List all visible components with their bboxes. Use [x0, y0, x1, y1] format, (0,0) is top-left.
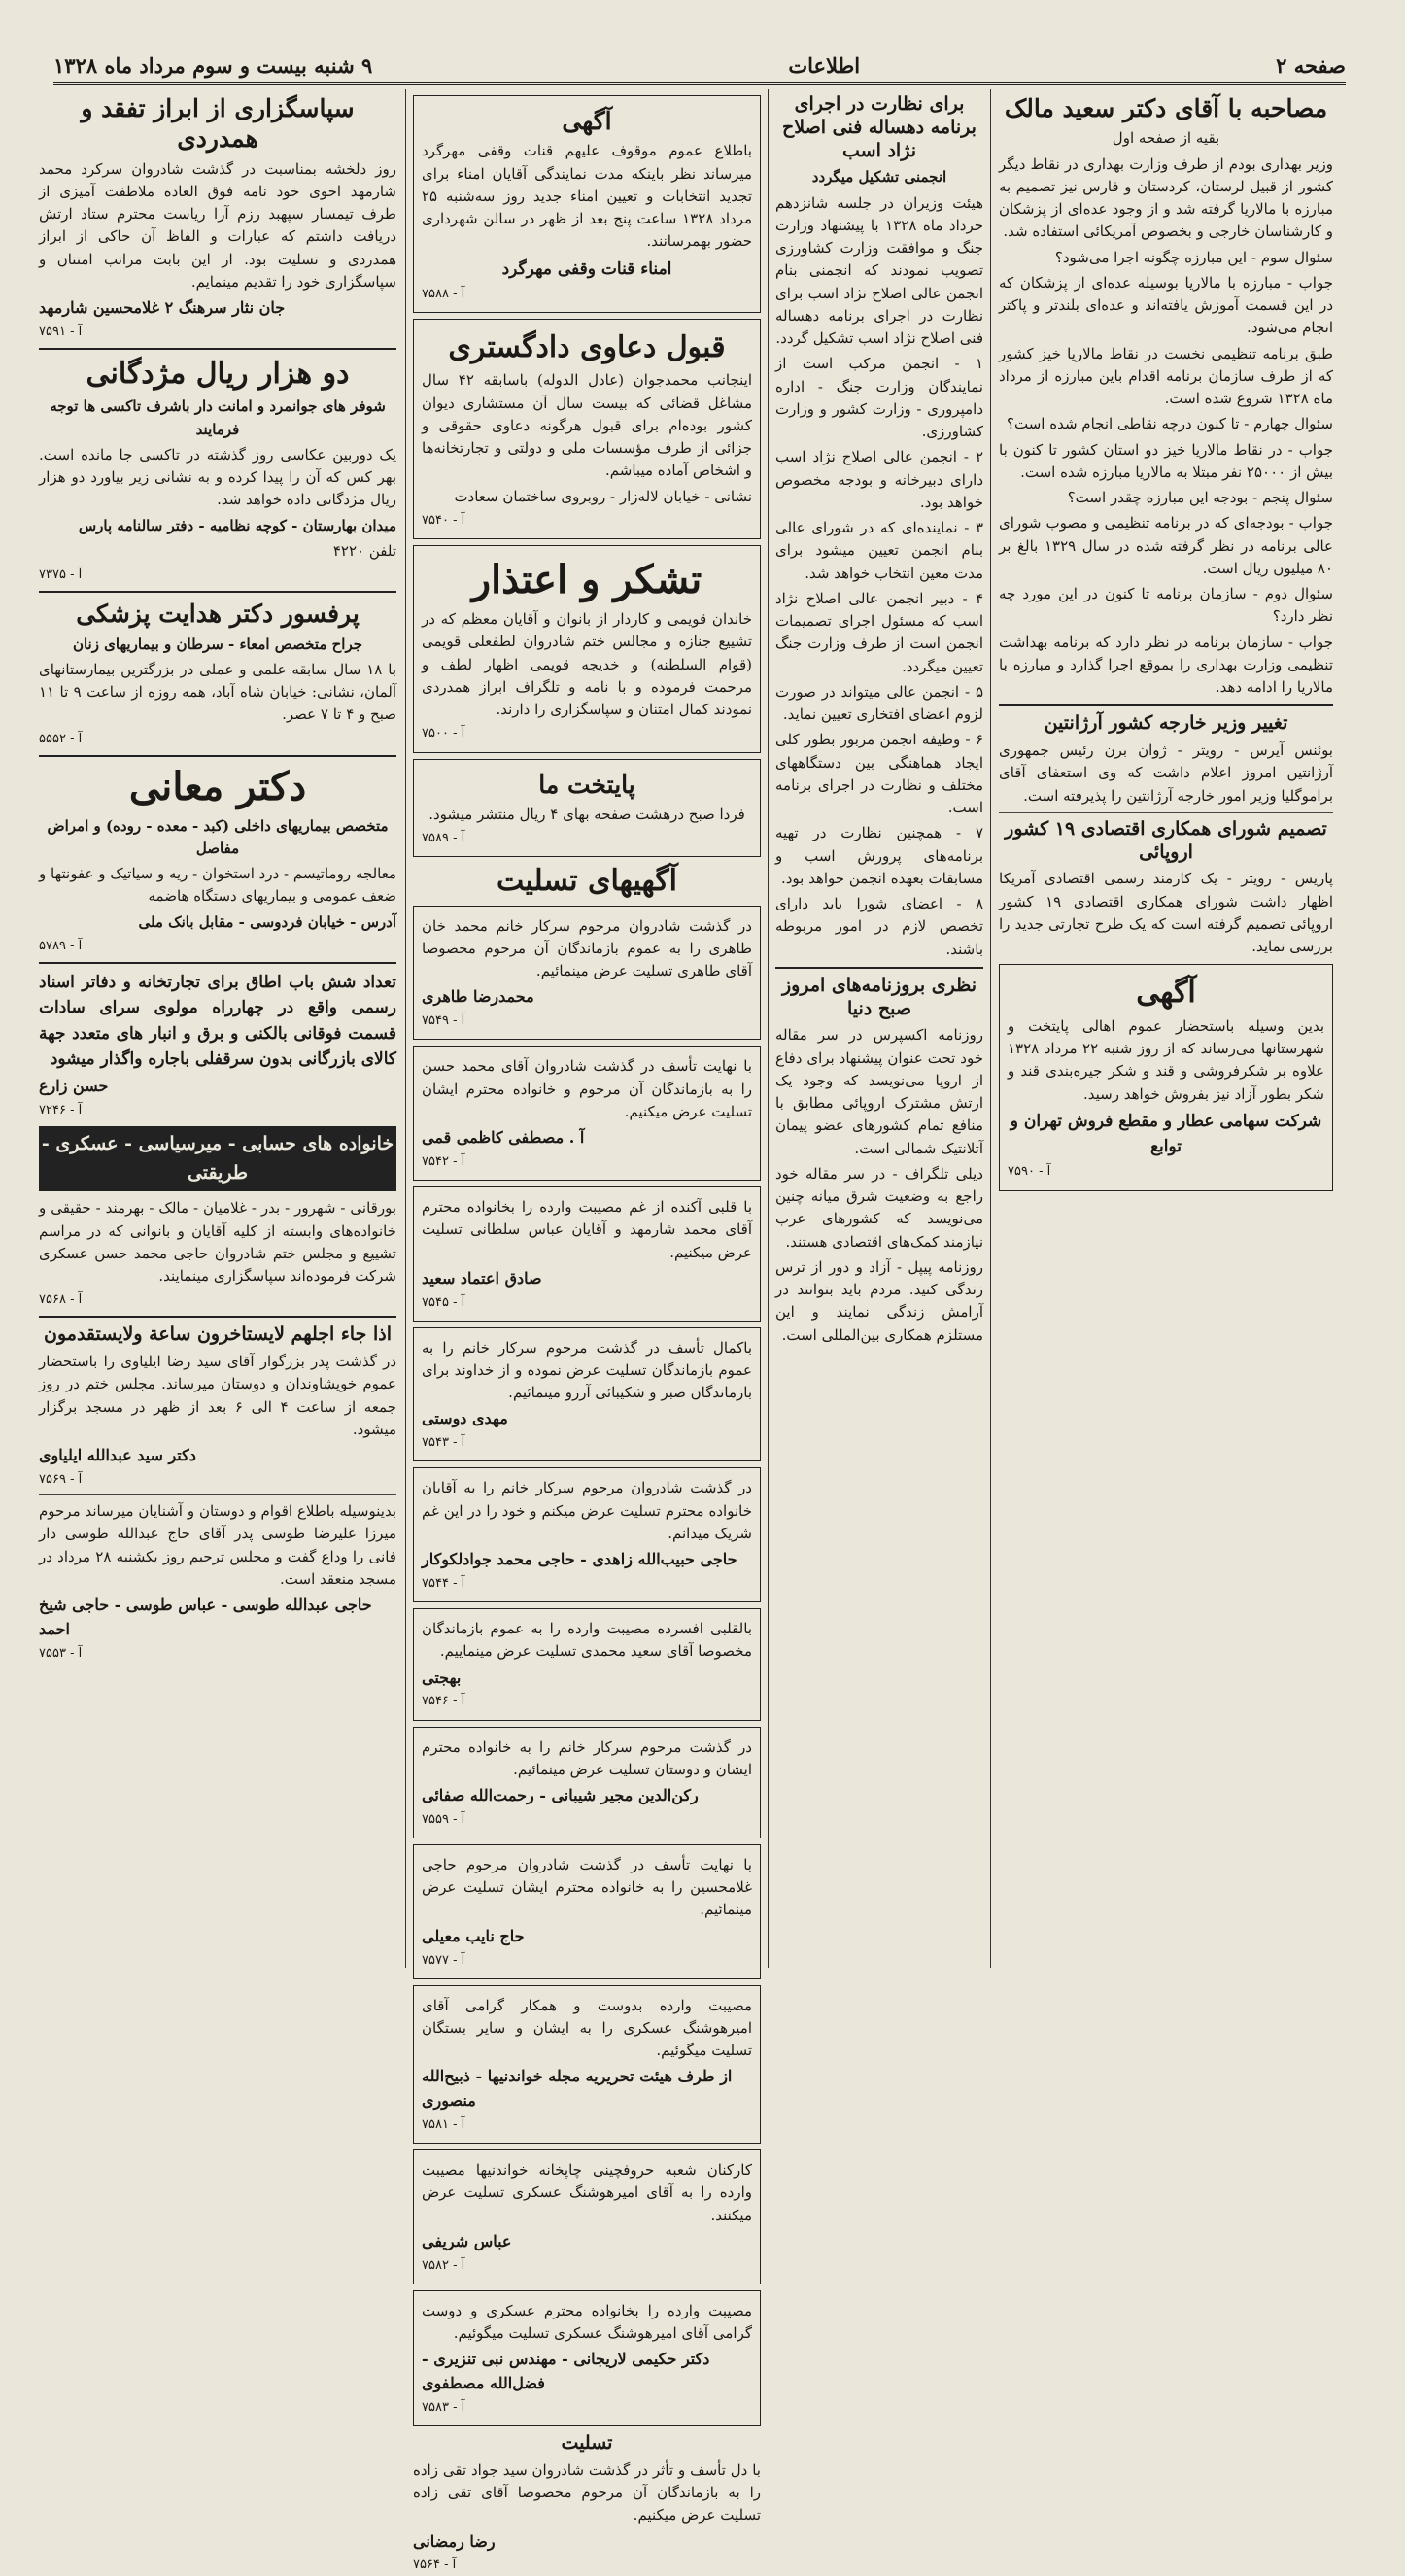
press-review-paragraph: روزنامه پیپل - آزاد و دور از ترس زندگی کنید. مردم باید بتوانند در آرامش زندگی نمایند و این مستلزم همکاری بین‌المللی است.: [775, 1257, 983, 1344]
horse-breeding-body: [775, 192, 983, 961]
divider: [999, 812, 1333, 813]
horse-breeding-paragraph: ۱ - انجمن مرکب است از نمایندگان وزارت جنگ - اداره دامپروری - وزارت کشور و وزارت کشاورزی.: [775, 355, 983, 440]
interview-paragraph: جواب - بودجه‌ای که در برنامه تنظیمی و مصوب شورای عالی برنامه در نظر گرفته شده در سال ۱۳۲۹ بالغ بر ۸۰ میلیون ریال است.: [999, 514, 1333, 577]
condolence-text: با نهایت تأسف در گذشت شادروان آقای محمد حسن را به بازماندگان آن مرحوم و خانواده محترم ایشان تسلیت عرض میکنیم.: [422, 1057, 752, 1120]
condolence-code: آ - ۷۵۴۳: [422, 1435, 465, 1451]
thanks-headline: تشکر و اعتذار: [471, 557, 702, 603]
condolence-text: با نهایت تأسف در گذشت شادروان مرحوم حاجی غلامحسین را به خانواده محترم ایشان تسلیت عرض مینمائیم.: [422, 1855, 752, 1919]
press-review-paragraph: روزنامه اکسپرس در سر مقاله خود تحت عنوان پیشنهاد برای دفاع از اروپا می‌نویسد که وجود یک ارتش مشترک اروپائی مطابق با منافع تمام کشورهای عضو پیمان آتلانتیک شمالی است.: [775, 1026, 983, 1157]
condolence-notice: [413, 1844, 761, 1979]
court-text: اینجانب محمدجوان (عادل الدوله) باسابقه ۴۲ سال مشاغل قضائی که بیست سال آن مستشاری دیوان کشور بوده‌ام برای قبول هرگونه دعاوی حقوقی و جزائی از طرف مؤسسات ملی و دولتی و تجارتخانه‌ها و اشخاص آماده میباشم.: [422, 371, 753, 480]
mourning-code: آ - ۷۵۶۹: [39, 1471, 83, 1487]
condolence-signature: دکتر حکیمی لاریجانی - مهندس نبی تنزیری - فضل‌الله مصطفوی: [422, 2350, 710, 2393]
condolence-notice: [413, 1985, 761, 2144]
foreign-minister-headline: تغییر وزیر خارجه کشور آرژانتین: [1044, 712, 1288, 735]
interview-continued: بقیه از صفحه اول: [1112, 129, 1220, 148]
condolence-notice: [413, 1046, 761, 1181]
condolence-notice: [413, 1467, 761, 1602]
capital-ad: [413, 759, 761, 858]
families-code: آ - ۷۵۶۸: [39, 1292, 83, 1308]
condolence-text: با قلبی آکنده از غم مصیبت وارده را بخانواده محترم آقای محمد شارمهد و آقایان عباس سلطانی تسلیت عرض میکنیم.: [422, 1198, 752, 1261]
interview-paragraph: جواب - در نقاط مالاریا خیز دو استان کشور تا کنون با بیش از ۲۵۰۰۰ نفر مبتلا به مالاریا مبارزه شده است.: [999, 440, 1333, 481]
divider: [39, 348, 396, 350]
notice-signature: امناء قنات وقفی مهرگرد: [501, 258, 672, 279]
gratitude-code: آ - ۷۵۹۱: [39, 324, 83, 339]
reward-subtitle: شوفر های جوانمرد و امانت دار باشرف تاکسی ها توجه فرمایند: [50, 397, 386, 438]
condolence-list: [413, 906, 761, 2426]
condolence-text: در گذشت شادروان مرحوم سرکار خانم محمد خان طاهری را به عموم بازماندگان آن مرحوم مخصوصا آقای طاهری تسلیت عرض مینمائیم.: [422, 916, 752, 980]
condolence-signature: رکن‌الدین مجیر شیبانی - رحمت‌الله صفائی: [422, 1786, 699, 1805]
issue-date: ۹ شنبه بیست و سوم مرداد ماه ۱۳۲۸: [53, 52, 373, 78]
interview-paragraph: سئوال دوم - سازمان برنامه تا کنون در این مورد چه نظر دارد؟: [999, 585, 1333, 626]
divider: [39, 755, 396, 757]
horse-breeding-paragraph: ۸ - اعضای شورا باید دارای تخصص لازم در امور مربوطه باشند.: [775, 895, 983, 958]
economic-council-text: پاریس - رویتر - یک کارمند رسمی اقتصادی آمریکا اظهار داشت شورای همکاری اقتصادی ۱۹ کشور اروپائی تصمیم گرفته است که یک طرح تجارتی جدید را بررسی نماید.: [999, 870, 1333, 955]
condolence-notice: [413, 2290, 761, 2426]
condolence-signature: محمدرضا طاهری: [422, 987, 534, 1007]
column-classifieds: [39, 89, 396, 1968]
press-review-paragraph: دیلی تلگراف - در سر مقاله خود راجع به وضعیت شرق میانه چنین می‌نویسد که کشورهای عرب نیازمند کمک‌های اقتصادی هستند.: [775, 1164, 983, 1251]
reward-code: آ - ۷۳۷۵: [39, 567, 83, 583]
doctor-hedayat-subtitle: جراح متخصص امعاء - سرطان و بیماریهای زنان: [72, 635, 363, 653]
divider: [39, 591, 396, 593]
condolence-signature: بهجتی: [422, 1667, 462, 1687]
interview-paragraph: سئوال سوم - این مبارزه چگونه اجرا می‌شود؟: [1054, 248, 1333, 266]
thanks-ad: [413, 545, 761, 752]
horse-breeding-paragraph: ۴ - دبیر انجمن عالی اصلاح نژاد اسب که مسئول اجرای تصمیمات انجمن است از طرف وزارت جنگ تعیین میگردد.: [775, 589, 983, 675]
press-review-body: [775, 1024, 983, 1347]
ad-headline: آگهی: [1136, 976, 1196, 1011]
condolence-code: آ - ۷۵۴۹: [422, 1013, 465, 1029]
horse-breeding-paragraph: ۵ - انجمن عالی میتواند در صورت لزوم اعضای افتخاری تعیین نماید.: [775, 682, 983, 723]
interview-paragraph: وزیر بهداری بودم از طرف وزارت بهداری در نقاط دیگر کشور از قبیل لرستان، کردستان و فارس نیز تصمیم به مبارزه با مالاریا گرفته شد و از وجود عده‌ای از پزشکان و کارشناسان خارجی و بخصوص آمریکائی استفاده شد.: [999, 155, 1333, 241]
column-interview: [999, 89, 1333, 1968]
condolence-signature: صادق اعتماد سعید: [422, 1268, 542, 1288]
condolence-signature: حاجی حبیب‌الله زاهدی - حاجی محمد جوادلکوکار: [422, 1550, 737, 1569]
last-notice-signature: حاجی عبدالله طوسی - عباس طوسی - حاجی شیخ احمد: [39, 1596, 372, 1638]
condolence-code: آ - ۷۵۸۲: [422, 2257, 465, 2273]
economic-council-headline: تصمیم شورای همکاری اقتصادی ۱۹ کشور اروپائی: [1005, 817, 1327, 863]
ad-signature: شرکت سهامی عطار و مقطع فروش تهران و توابع: [1010, 1111, 1322, 1157]
condolence-signature: عباس شریفی: [422, 2231, 512, 2250]
divider: [39, 1494, 396, 1495]
condolence-notice: [413, 1186, 761, 1322]
horse-breeding-paragraph: هیئت وزیران در جلسه شانزدهم خرداد ماه ۱۳۲۸ با پیشنهاد وزارت جنگ و موافقت وزارت کشاورزی تصویب نمودند که انجمنی بنام انجمن عالی اصلاح نژاد اسب برای نظارت در اجرای برنامه دهساله فنی اصلاح نژاد اسب تشکیل گردد.: [775, 193, 984, 347]
condolence-notice: [413, 1727, 761, 1838]
doctor-maani-text: معالجه روماتیسم - درد استخوان - ریه و سیاتیک و عفونتها و ضعف عمومی و بیماریهای دستگاه هاضمه: [39, 865, 396, 906]
condolence-signature: از طرف هیئت تحریریه مجله خواندنیها - ذبیح‌الله منصوری: [422, 2067, 733, 2111]
interview-paragraph: جواب - مبارزه با مالاریا بوسیله عده‌ای از پزشکان که در این قسمت آموزش یافته‌اند و عده‌ای بلندتر و پاکتر انجام می‌شود.: [999, 273, 1333, 337]
court-ad: [413, 319, 761, 539]
reward-address: میدان بهارستان - کوچه نظامیه - دفتر سالنامه پارس: [78, 516, 396, 534]
page-number: صفحه ۲: [1276, 52, 1346, 78]
condolence-signature: مهدی دوستی: [422, 1409, 508, 1428]
last-notice-code: آ - ۷۵۵۳: [39, 1645, 83, 1661]
column-rule: [768, 89, 769, 1968]
divider: [39, 1316, 396, 1318]
mourning-headline: اذا جاء اجلهم لایستاخرون ساعة ولایستقدمون: [44, 1323, 392, 1346]
thanks-text: خاندان قویمی و کاردار از بانوان و آقایان معظم که در تشییع جنازه و مجالس ختم شادروان لطفعلی قویمی (قوام السلطنه) و خدیجه قویمی اظهار لطف و مرحمت فرموده و با نامه و تلگراف ابراز همدردی نمودند کمال امتنان و سپاسگزاری را دارند.: [422, 610, 752, 719]
horse-breeding-paragraph: ۷ - همچنین نظارت در تهیه برنامه‌های پرورش اسب و مسابقات بعهده انجمن خواهد بود.: [775, 824, 983, 887]
mourning-text: در گذشت پدر بزرگوار آقای سید رضا ایلیاوی را باستحضار عموم خویشاوندان و دوستان میرساند. مجلس ختم در روز جمعه از ساعت ۴ الی ۶ بعد از ظهر در مسجد برگزار میشود.: [39, 1353, 397, 1438]
reward-phone: تلفن ۴۲۲۰: [332, 541, 396, 560]
doctor-maani-address: آدرس - خیابان فردوسی - مقابل بانک ملی: [138, 912, 396, 931]
condolence-code: آ - ۷۵۴۶: [422, 1694, 465, 1709]
condolence-notice: [413, 2149, 761, 2284]
court-code: آ - ۷۵۴۰: [422, 512, 465, 528]
doctor-maani-headline: دکتر معانی: [128, 763, 307, 809]
press-review-headline: نظری بروزنامه‌های امروز صبح دنیا: [782, 974, 977, 1019]
doctor-maani-subtitle: متخصص بیماریهای داخلی (کبد - معده - روده) و امراض مفاصل: [47, 816, 389, 857]
condolence-notice: [413, 906, 761, 1041]
last-condolence-code: آ - ۷۵۶۴: [413, 2558, 457, 2573]
court-headline: قبول دعاوی دادگستری: [448, 329, 726, 364]
condolence-code: آ - ۷۵۸۱: [422, 2117, 465, 2132]
gratitude-signature: جان نثار سرهنگ ۲ غلامحسین شارمهد: [39, 298, 286, 317]
mourning-signature: دکتر سید عبدالله ایلیاوی: [39, 1446, 196, 1465]
doctor-maani-code: آ - ۵۷۸۹: [39, 938, 83, 953]
condolence-code: آ - ۷۵۸۳: [422, 2399, 465, 2415]
condolence-text: مصیبت وارده را بخانواده محترم عسکری و دوست گرامی آقای امیرهوشنگ عسکری تسلیت میگوئیم.: [422, 2301, 752, 2343]
column-rule: [405, 89, 406, 1968]
horse-breeding-headline: برای نظارت در اجرای برنامه دهساله فنی اصلاح نژاد اسب: [782, 93, 977, 161]
column-rule: [990, 89, 991, 1968]
doctor-hedayat-text: با ۱۸ سال سابقه علمی و عملی در بزرگترین بیمارستانهای آلمان، نشانی: خیابان شاه آباد، همه روزه از ساعت ۹ تا ۱۱ صبح و ۴ تا ۷ عصر.: [39, 660, 396, 724]
condolence-headline: آگهیهای تسلیت: [497, 864, 677, 899]
doctor-hedayat-headline: پرفسور دکتر هدایت پزشکی: [76, 600, 360, 629]
condolence-code: آ - ۷۵۴۲: [422, 1153, 465, 1169]
last-condolence-text: با دل تأسف و تأثر در گذشت شادروان سید جواد تقی زاده را به بازماندگان آن مرحوم مخصوصا آقای تقی زاده تسلیت عرض میکنیم.: [413, 2460, 761, 2524]
last-condolence-signature: رضا رمضانی: [413, 2531, 496, 2551]
reward-text: یک دوربین عکاسی روز گذشته در تاکسی جا مانده است. بهر کس که آن را پیدا کرده و به نشانی زیر بیاورد دو هزار ریال مژدگانی داده خواهد شد.: [39, 445, 396, 509]
divider: [775, 967, 983, 969]
condolence-code: آ - ۷۵۴۵: [422, 1294, 465, 1310]
families-banner: خانواده های حسابی - میرسیاسی - عسکری - طریقتی: [39, 1126, 396, 1191]
interview-headline: مصاحبه با آقای دکتر سعید مالک: [1004, 94, 1328, 122]
capital-text: فردا صبح درهشت صفحه بهای ۴ ریال منتشر میشود.: [428, 805, 745, 823]
condolence-text: باکمال تأسف در گذشت مرحوم سرکار خانم را به عموم بازماندگان تسلیت عرض نموده و از خداوند برای بازماندگان صبر و شکیبائی آرزو مینمائیم.: [422, 1338, 752, 1402]
condolence-notice: [413, 1608, 761, 1720]
capital-headline: پایتخت ما: [538, 770, 635, 799]
condolence-signature: حاج نایب معیلی: [422, 1926, 525, 1945]
thanks-code: آ - ۷۵۰۰: [422, 726, 465, 741]
divider: [39, 962, 396, 964]
horse-breeding-paragraph: ۶ - وظیفه انجمن مزبور بطور کلی ایجاد هماهنگی بین دستگاههای مختلف و نظارت در اجرای برنامه است.: [775, 731, 983, 816]
condolence-code: آ - ۷۵۵۹: [422, 1811, 465, 1827]
qanat-notice: [413, 95, 761, 313]
condolence-code: آ - ۷۵۷۷: [422, 1952, 465, 1968]
condolence-text: بالقلبی افسرده مصیبت وارده را به عموم بازماندگان مخصوصا آقای سعید محمدی تسلیت عرض مینماییم.: [422, 1620, 752, 1661]
interview-paragraph: سئوال چهارم - تا کنون درچه نقاطی انجام شده است؟: [1007, 415, 1333, 433]
ad-code: آ - ۷۵۹۰: [1008, 1164, 1051, 1180]
interview-body: [999, 154, 1333, 700]
column-notices: [413, 89, 761, 2573]
column-horse-breeding: [775, 89, 983, 1968]
sugar-advertisement: [999, 964, 1333, 1190]
last-condolence-headline: تسلیت: [561, 2432, 613, 2455]
last-notice-text: بدینوسیله باطلاع اقوام و دوستان و آشنایان میرساند مرحوم میرزا علیرضا طوسی پدر آقای حاج عبدالله طوسی دار فانی را وداع گفت و مجلس ترحیم روز یکشنبه ۲۸ مرداد در مسجد منعقد است.: [39, 1502, 396, 1588]
notice-headline: آگهی: [562, 107, 612, 135]
horse-breeding-subtitle: انجمنی تشکیل میگردد: [811, 168, 947, 187]
condolence-notice: [413, 1327, 761, 1462]
interview-paragraph: سئوال پنجم - بودجه این مبارزه چقدر است؟: [1067, 489, 1333, 506]
notice-code: آ - ۷۵۸۸: [422, 286, 465, 301]
divider: [999, 704, 1333, 706]
condolence-code: آ - ۷۵۴۴: [422, 1575, 465, 1591]
foreign-minister-text: بوئنس آیرس - رویتر - ژوان برن رئیس جمهوری آرژانتین امروز اعلام داشت که وی استعفای آقای براموگلیا وزیر امور خارجه آرژانتین را پذیرفته است.: [999, 741, 1333, 805]
horse-breeding-paragraph: ۲ - انجمن عالی اصلاح نژاد اسب دارای دبیرخانه و بودجه مخصوص خواهد بود.: [775, 448, 983, 511]
masthead: [53, 49, 1346, 85]
gratitude-text: روز دلخشه بمناسبت در گذشت شادروان سرکرد محمد شارمهد اخوی خود نامه فوق العاده ملاطفت آمیزی از طرف تیمسار سپهبد رزم آرا ریاست محترم ستاد ارتش دریافت داشتم که عبارات و الفاظ آن حاکی از ابراز همدردی و تسلیت بود. از این بابت مراتب امتنان و سپاسگزاری خود را تقدیم مینمایم.: [39, 159, 396, 291]
condolence-text: کارکنان شعبه حروفچینی چاپخانه خواندنیها مصیبت وارده را به آقای امیرهوشنگ عسکری تسلیت عرض میکنند.: [422, 2161, 752, 2224]
rent-ad-code: آ - ۷۲۴۶: [39, 1103, 83, 1118]
horse-breeding-paragraph: ۳ - نماینده‌ای که در شورای عالی بنام انجمن تعیین میشود برای مدت معین انتخاب خواهد شد.: [775, 519, 983, 582]
condolence-text: مصیبت وارده بدوست و همکار گرامی آقای امیرهوشنگ عسکری را به ایشان و سایر بستگان تسلیت میگوئیم.: [422, 1996, 752, 2060]
ad-text: بدین وسیله باستحضار عموم اهالی پایتخت و شهرستانها می‌رساند که از روز شنبه ۲۲ مرداد ۱۳۲۸ علاوه بر شکرفروشی و قند و شکر جیره‌بندی قند و شکر بطور آزاد نیز بفروش خواهد رسید.: [1008, 1016, 1324, 1103]
condolence-signature: آ . مصطفی کاظمی قمی: [422, 1128, 585, 1148]
capital-code: آ - ۷۵۸۹: [422, 831, 465, 846]
gratitude-headline: سپاسگزاری از ابراز تفقد و همدردی: [81, 94, 355, 154]
condolence-text: در گذشت مرحوم سرکار خانم را به خانواده محترم ایشان و دوستان تسلیت عرض مینمائیم.: [422, 1737, 752, 1778]
rent-ad-text: تعداد شش باب اطاق برای تجارتخانه و دفاتر اسناد رسمی واقع در چهارراه مولوی سرای سادات قسمت فوقانی بالکنی و برق و انبار های متعدد جهة کالای بازرگانی بدون سرقفلی باجاره واگذار میشود: [39, 973, 396, 1070]
families-text: بورقانی - شهرور - بدر - غلامیان - مالک - بهرمند - حقیقی و خانواده‌های وابسته از کلیه آقایان و بانوانی که در مراسم تشییع و مجلس ختم شادروان حاجی محمد حسن عسکری شرکت فرموده‌اند سپاسگزاری مینمایند.: [39, 1199, 396, 1286]
notice-text: باطلاع عموم موقوف علیهم قنات وقفی مهرگرد میرساند نظر باینکه مدت نمایندگی آقایان امناء برای تجدید انتخابات و تعیین امناء جدید روز سه‌شنبه ۲۵ مرداد ۱۳۲۸ ساعت پنج بعد از ظهر در سالن شهرداری حضور بهمرسانند.: [422, 142, 753, 251]
newspaper-name: اطلاعات: [788, 52, 861, 78]
rent-ad-signature: حسن زارع: [39, 1077, 109, 1096]
interview-paragraph: طبق برنامه تنظیمی نخست در نقاط مالاریا خیز کشور که از طرف سازمان برنامه اقدام باین مبارزه از مرداد ماه ۱۳۲۸ شروع شده است.: [999, 344, 1333, 407]
doctor-hedayat-code: آ - ۵۵۵۲: [39, 731, 83, 746]
reward-headline: دو هزار ریال مژدگانی: [86, 356, 350, 391]
condolence-text: در گذشت شادروان مرحوم سرکار خانم را به آقایان خانواده محترم تسلیت عرض میکنم و خود را در این غم شریک میدانم.: [422, 1479, 752, 1542]
interview-paragraph: جواب - سازمان برنامه در نظر دارد که برنامه بهداشت تنظیمی وزارت بهداری را بموقع اجرا گذارد و مبارزه با مالاریا را ادامه دهد.: [999, 633, 1333, 696]
court-address: نشانی - خیابان لاله‌زار - روبروی ساختمان سعادت: [454, 487, 752, 505]
